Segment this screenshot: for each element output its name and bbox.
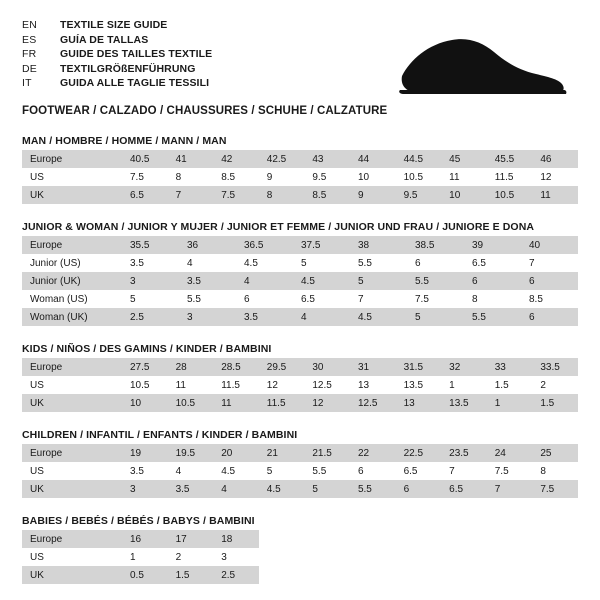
cell: 13 <box>350 376 396 394</box>
row-label: Junior (US) <box>22 254 122 272</box>
cell: 12 <box>532 168 578 186</box>
cell: 5 <box>259 462 305 480</box>
cell: 5.5 <box>464 308 521 326</box>
cell: 39 <box>464 236 521 254</box>
cell: 21 <box>259 444 305 462</box>
cell: 10.5 <box>168 394 214 412</box>
cell: 33.5 <box>532 358 578 376</box>
language-row <box>22 33 212 48</box>
cell: 42 <box>213 150 259 168</box>
row-label: US <box>22 462 122 480</box>
cell: 2 <box>532 376 578 394</box>
cell: 19.5 <box>168 444 214 462</box>
cell: 41 <box>168 150 214 168</box>
cell: 5.5 <box>304 462 350 480</box>
cell: 10 <box>122 394 168 412</box>
block-title: KIDS / NIÑOS / DES GAMINS / KINDER / BAMBINI <box>22 343 272 355</box>
cell: 3.5 <box>236 308 293 326</box>
cell: 0.5 <box>122 566 168 584</box>
cell-empty <box>304 566 350 584</box>
cell: 19 <box>122 444 168 462</box>
cell: 7 <box>168 186 214 204</box>
cell: 30 <box>304 358 350 376</box>
cell-empty <box>259 548 305 566</box>
cell: 7.5 <box>487 462 533 480</box>
cell: 3.5 <box>168 480 214 498</box>
table-row <box>22 236 578 254</box>
size-table <box>22 236 578 326</box>
cell: 7.5 <box>213 186 259 204</box>
cell: 2.5 <box>122 308 179 326</box>
size-block-children <box>22 429 578 498</box>
cell: 4.5 <box>293 272 350 290</box>
cell: 24 <box>487 444 533 462</box>
language-title: GUIDE DES TAILLES TEXTILE <box>60 48 213 60</box>
cell-empty <box>350 548 396 566</box>
table-row <box>22 530 578 548</box>
table-row <box>22 548 578 566</box>
cell: 12.5 <box>350 394 396 412</box>
table-row <box>22 566 578 584</box>
cell: 40 <box>521 236 578 254</box>
cell: 6.5 <box>396 462 442 480</box>
cell: 4 <box>168 462 214 480</box>
cell: 4 <box>236 272 293 290</box>
row-label: Europe <box>22 150 122 168</box>
cell: 12.5 <box>304 376 350 394</box>
cell: 38.5 <box>407 236 464 254</box>
row-label: US <box>22 376 122 394</box>
language-code: IT <box>22 77 32 89</box>
cell: 6 <box>407 254 464 272</box>
size-block-man <box>22 135 578 204</box>
language-row <box>22 62 212 77</box>
cell: 13 <box>396 394 442 412</box>
cell: 28 <box>168 358 214 376</box>
cell: 4.5 <box>236 254 293 272</box>
cell: 1 <box>487 394 533 412</box>
block-title: CHILDREN / INFANTIL / ENFANTS / KINDER / BAMBINI <box>22 429 298 441</box>
size-table <box>22 358 578 412</box>
cell: 16 <box>122 530 168 548</box>
cell: 1.5 <box>487 376 533 394</box>
page-title: FOOTWEAR / CALZADO / CHAUSSURES / SCHUHE / CALZATURE <box>22 104 388 117</box>
cell: 10.5 <box>396 168 442 186</box>
cell: 9.5 <box>304 168 350 186</box>
cell-empty <box>532 566 578 584</box>
table-row <box>22 186 578 204</box>
cell: 11.5 <box>213 376 259 394</box>
cell: 11 <box>168 376 214 394</box>
cell: 43 <box>304 150 350 168</box>
cell: 45.5 <box>487 150 533 168</box>
cell-empty <box>441 530 487 548</box>
cell: 1.5 <box>532 394 578 412</box>
table-row <box>22 290 578 308</box>
cell-empty <box>396 530 442 548</box>
row-label: UK <box>22 186 122 204</box>
cell: 5.5 <box>407 272 464 290</box>
cell: 3 <box>213 548 259 566</box>
row-label: Europe <box>22 530 122 548</box>
language-code: EN <box>22 19 37 31</box>
cell: 31 <box>350 358 396 376</box>
cell: 4.5 <box>213 462 259 480</box>
cell: 21.5 <box>304 444 350 462</box>
cell: 1.5 <box>168 566 214 584</box>
size-table <box>22 444 578 498</box>
language-title: TEXTILGRÖßENFÜHRUNG <box>60 62 196 75</box>
cell: 2 <box>168 548 214 566</box>
table-row <box>22 444 578 462</box>
row-label: Woman (UK) <box>22 308 122 326</box>
cell: 29.5 <box>259 358 305 376</box>
cell: 6.5 <box>293 290 350 308</box>
cell: 10 <box>350 168 396 186</box>
size-table <box>22 150 578 204</box>
cell-empty <box>487 566 533 584</box>
cell: 13.5 <box>396 376 442 394</box>
language-code: ES <box>22 33 37 46</box>
cell: 4 <box>179 254 236 272</box>
language-row <box>22 76 212 91</box>
cell: 32 <box>441 358 487 376</box>
cell: 11.5 <box>259 394 305 412</box>
table-row <box>22 394 578 412</box>
size-block-junior-woman <box>22 221 578 326</box>
cell: 5 <box>304 480 350 498</box>
cell: 31.5 <box>396 358 442 376</box>
cell-empty <box>259 566 305 584</box>
cell: 45 <box>441 150 487 168</box>
cell: 4.5 <box>259 480 305 498</box>
cell: 6 <box>396 480 442 498</box>
cell: 8 <box>464 290 521 308</box>
cell: 9 <box>259 168 305 186</box>
language-title: TEXTILE SIZE GUIDE <box>60 19 168 31</box>
cell-empty <box>396 566 442 584</box>
row-label: Europe <box>22 236 122 254</box>
table-row <box>22 254 578 272</box>
cell: 3.5 <box>179 272 236 290</box>
cell-empty <box>532 530 578 548</box>
table-row <box>22 376 578 394</box>
row-label: Europe <box>22 358 122 376</box>
table-row <box>22 168 578 186</box>
cell: 9 <box>350 186 396 204</box>
cell: 10.5 <box>487 186 533 204</box>
cell: 10 <box>441 186 487 204</box>
cell: 17 <box>168 530 214 548</box>
table-row <box>22 272 578 290</box>
cell-empty <box>532 548 578 566</box>
cell: 25 <box>532 444 578 462</box>
cell: 5 <box>350 272 407 290</box>
cell: 11 <box>441 168 487 186</box>
cell: 5 <box>407 308 464 326</box>
cell: 23.5 <box>441 444 487 462</box>
cell-empty <box>259 530 305 548</box>
cell: 7.5 <box>122 168 168 186</box>
block-title: JUNIOR & WOMAN / JUNIOR Y MUJER / JUNIOR ET FEMME / JUNIOR UND FRAU / JUNIORE E DONA <box>22 221 535 233</box>
block-title: BABIES / BEBÉS / BÉBÉS / BABYS / BAMBINI <box>22 515 255 527</box>
cell: 11.5 <box>487 168 533 186</box>
cell: 6 <box>521 308 578 326</box>
cell: 4 <box>213 480 259 498</box>
language-title: GUÍA DE TALLAS <box>60 33 149 46</box>
table-row <box>22 480 578 498</box>
cell: 38 <box>350 236 407 254</box>
table-row <box>22 150 578 168</box>
language-code: FR <box>22 48 37 60</box>
size-table <box>22 530 578 584</box>
cell-empty <box>487 548 533 566</box>
cell-empty <box>396 548 442 566</box>
cell: 40.5 <box>122 150 168 168</box>
cell: 3 <box>122 480 168 498</box>
cell: 27.5 <box>122 358 168 376</box>
cell: 6 <box>236 290 293 308</box>
row-label: US <box>22 548 122 566</box>
cell: 8.5 <box>521 290 578 308</box>
cell: 37.5 <box>293 236 350 254</box>
cell: 2.5 <box>213 566 259 584</box>
row-label: Europe <box>22 444 122 462</box>
language-title: GUIDA ALLE TAGLIE TESSILI <box>60 77 210 89</box>
language-title-list <box>22 18 212 91</box>
language-row <box>22 47 212 62</box>
cell: 36 <box>179 236 236 254</box>
cell: 1 <box>122 548 168 566</box>
row-label: Junior (UK) <box>22 272 122 290</box>
cell: 35.5 <box>122 236 179 254</box>
cell: 3.5 <box>122 254 179 272</box>
cell: 5 <box>122 290 179 308</box>
cell: 6.5 <box>441 480 487 498</box>
table-row <box>22 308 578 326</box>
cell: 22.5 <box>396 444 442 462</box>
cell: 4.5 <box>350 308 407 326</box>
row-label: Woman (US) <box>22 290 122 308</box>
cell-empty <box>487 530 533 548</box>
cell-empty <box>304 530 350 548</box>
cell-empty <box>441 548 487 566</box>
size-block-kids <box>22 343 578 412</box>
cell: 7 <box>350 290 407 308</box>
cell: 28.5 <box>213 358 259 376</box>
dress-shoe-icon <box>390 32 570 104</box>
cell: 3 <box>122 272 179 290</box>
cell: 46 <box>532 150 578 168</box>
row-label: UK <box>22 480 122 498</box>
cell: 6.5 <box>122 186 168 204</box>
cell: 4 <box>293 308 350 326</box>
cell: 5.5 <box>350 480 396 498</box>
row-label: UK <box>22 566 122 584</box>
cell: 44.5 <box>396 150 442 168</box>
cell: 44 <box>350 150 396 168</box>
cell: 3.5 <box>122 462 168 480</box>
cell: 7.5 <box>407 290 464 308</box>
language-code: DE <box>22 62 37 75</box>
cell: 5.5 <box>350 254 407 272</box>
cell: 8 <box>259 186 305 204</box>
cell-empty <box>350 530 396 548</box>
cell: 20 <box>213 444 259 462</box>
cell: 8 <box>168 168 214 186</box>
cell: 1 <box>441 376 487 394</box>
cell: 18 <box>213 530 259 548</box>
cell: 7 <box>441 462 487 480</box>
cell-empty <box>350 566 396 584</box>
cell: 42.5 <box>259 150 305 168</box>
cell: 11 <box>532 186 578 204</box>
cell: 7 <box>521 254 578 272</box>
cell: 33 <box>487 358 533 376</box>
cell: 7.5 <box>532 480 578 498</box>
table-row <box>22 358 578 376</box>
cell-empty <box>304 548 350 566</box>
cell: 11 <box>213 394 259 412</box>
cell: 5.5 <box>179 290 236 308</box>
block-title: MAN / HOMBRE / HOMME / MANN / MAN <box>22 135 227 147</box>
cell: 12 <box>259 376 305 394</box>
cell: 9.5 <box>396 186 442 204</box>
cell: 8.5 <box>213 168 259 186</box>
cell: 8.5 <box>304 186 350 204</box>
cell-empty <box>441 566 487 584</box>
cell: 8 <box>532 462 578 480</box>
cell: 10.5 <box>122 376 168 394</box>
header <box>22 18 578 118</box>
cell: 7 <box>487 480 533 498</box>
cell: 3 <box>179 308 236 326</box>
size-block-babies <box>22 515 578 584</box>
language-row <box>22 18 212 33</box>
row-label: UK <box>22 394 122 412</box>
cell: 6 <box>350 462 396 480</box>
cell: 6.5 <box>464 254 521 272</box>
cell: 6 <box>464 272 521 290</box>
cell: 36.5 <box>236 236 293 254</box>
table-row <box>22 462 578 480</box>
cell: 6 <box>521 272 578 290</box>
row-label: US <box>22 168 122 186</box>
cell: 13.5 <box>441 394 487 412</box>
cell: 22 <box>350 444 396 462</box>
cell: 5 <box>293 254 350 272</box>
cell: 12 <box>304 394 350 412</box>
